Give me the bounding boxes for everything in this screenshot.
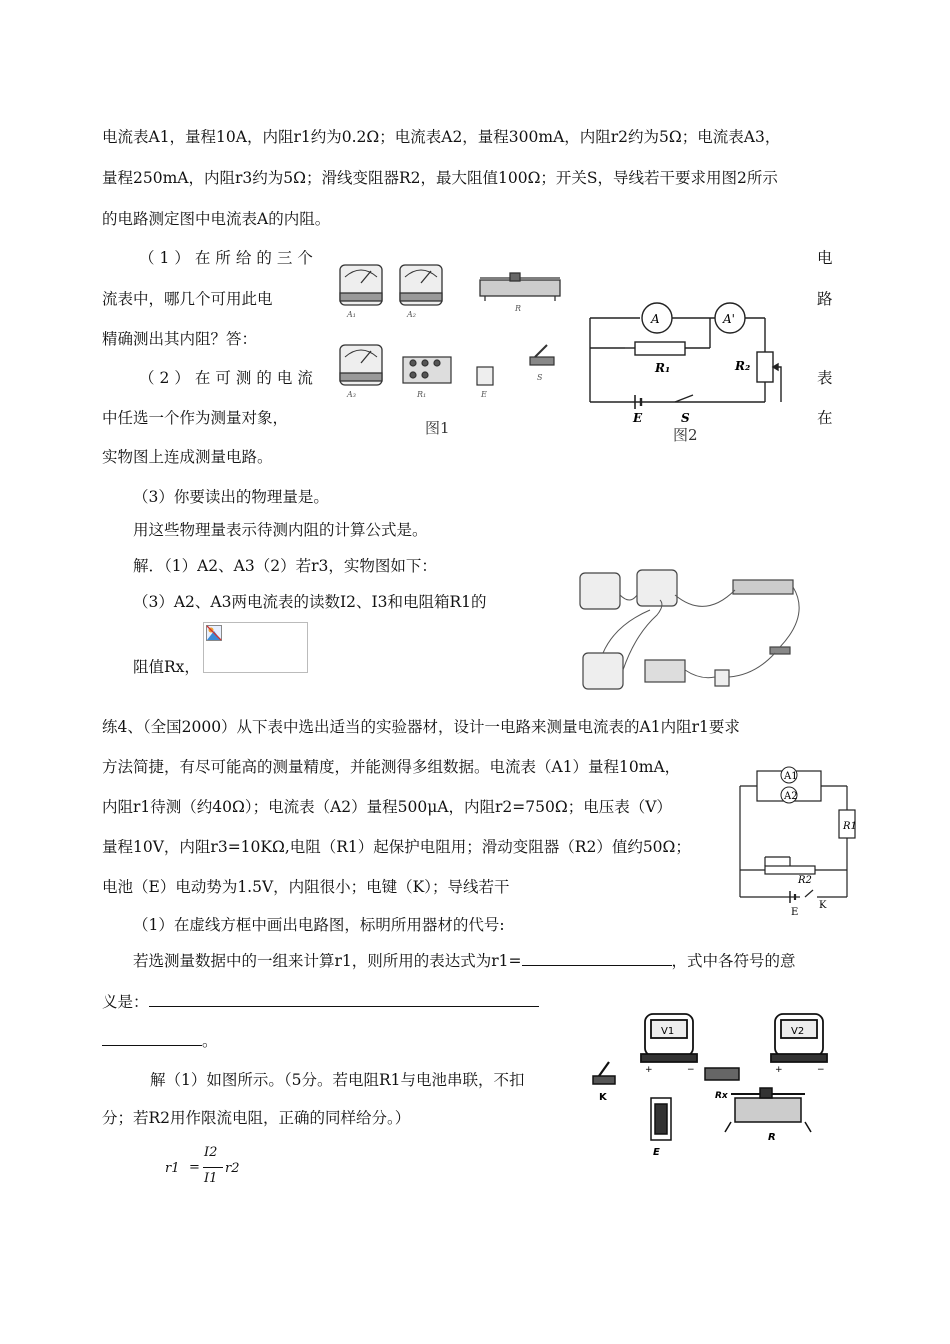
fig5-label: K	[599, 1092, 607, 1103]
fig5-label: R	[768, 1132, 776, 1143]
fig4-label: A2	[784, 791, 798, 802]
ammeter-icon	[340, 345, 382, 385]
fig1-caption: 图1	[425, 419, 450, 437]
fig1-label: R	[515, 304, 522, 313]
text-line: 在	[817, 409, 833, 427]
ammeter-icon	[400, 265, 442, 305]
fig4-label: R1	[843, 821, 857, 832]
fig1-label: A₃	[347, 390, 356, 399]
minus-sign: −	[687, 1065, 695, 1075]
battery-icon	[651, 1098, 671, 1140]
answer-blank[interactable]	[149, 992, 539, 1007]
text-line: 方法简捷，有尽可能高的测量精度，并能测得多组数据。电流表（A1）量程10mA，	[102, 758, 681, 776]
text-line: 电	[817, 249, 833, 267]
fig1-label: A₂	[407, 310, 416, 319]
text-line: 解（1）如图所示。（5分。若电阻R1与电池串联，不扣	[150, 1071, 525, 1089]
text-line: 电流表A1，量程10A，内阻r1约为0.2Ω；电流表A2，量程300mA，内阻r2约为5Ω；电流表A3，	[102, 128, 781, 146]
voltmeter-icon	[641, 1014, 697, 1062]
fig2-label: S	[681, 411, 690, 425]
text-line: 内阻r1待测（约40Ω）；电流表（A2）量程500μA，内阻r2=750Ω；电压表（V）	[102, 798, 672, 816]
fig1-label: S	[537, 373, 543, 382]
formula-denominator: I1	[204, 1171, 218, 1186]
rheostat-icon	[725, 1088, 811, 1132]
text-line	[102, 1031, 218, 1051]
minus-sign: −	[817, 1065, 825, 1075]
switch-icon	[593, 1062, 615, 1084]
equals-sign: =	[189, 1160, 200, 1175]
fig5-label: E	[653, 1147, 660, 1158]
text-span: 若选测量数据中的一组来计算r1，则所用的表达式为r1=	[133, 952, 522, 970]
fig4-label: K	[819, 900, 827, 911]
text-line: （1）在虚线方框中画出电路图，标明所用器材的代号:	[133, 916, 505, 934]
fig2-label: R₂	[735, 359, 751, 373]
fig2-label: R₁	[655, 361, 671, 375]
figure-2-circuit	[585, 300, 805, 445]
fig2-label: A	[651, 312, 660, 326]
fig1-label: A₁	[347, 310, 356, 319]
text-line: 电池（E）电动势为1.5V，内阻很小；电键（K）；导线若干	[102, 878, 510, 896]
text-line: 中任选一个作为测量对象，	[102, 409, 289, 427]
rheostat-icon	[480, 273, 560, 301]
text-line: 量程250mA，内阻r3约为5Ω；滑线变阻器R2，最大阻值100Ω；开关S，导线若干要求用图2所示	[102, 169, 778, 187]
formula-rhs: r2	[225, 1161, 240, 1176]
figure-4-circuit	[735, 765, 857, 918]
text-line: 量程10V，内阻r3=10KΩ,电阻（R1）起保护电阻用；滑动变阻器（R2）值约50Ω；	[102, 838, 691, 856]
resistor-icon	[705, 1068, 739, 1080]
text-line	[102, 992, 539, 1012]
fraction-bar	[203, 1167, 223, 1168]
text-span: ，式中各符号的意	[671, 952, 796, 970]
text-line: 路	[817, 290, 833, 308]
text-line: 流表中，哪几个可用此电	[102, 290, 273, 308]
text-line	[133, 951, 796, 971]
fig2-label: E	[633, 411, 643, 425]
formula	[165, 1145, 255, 1195]
broken-image-icon	[206, 625, 222, 641]
resistance-box-icon	[403, 357, 451, 383]
text-line: 阻值Rx，	[133, 658, 200, 676]
text-span: 。	[202, 1032, 218, 1050]
text-line: 练4、（全国2000）从下表中选出适当的实验器材，设计一电路来测量电流表的A1内阻r1要求	[102, 718, 740, 736]
figure-1-apparatus	[325, 245, 575, 440]
figure-3-wired-apparatus	[575, 565, 810, 700]
ammeter-icon	[340, 265, 382, 305]
fig5-label: Rx	[715, 1091, 728, 1101]
fig1-label: E	[481, 390, 487, 399]
fig2-label: A'	[723, 312, 735, 326]
fig5-label: V1	[661, 1026, 675, 1037]
text-line: （2）在可测的电流	[139, 369, 318, 387]
text-line: 解．（1）A2、A3（2）若r3，实物图如下：	[133, 557, 437, 575]
answer-blank[interactable]	[102, 1031, 202, 1046]
fig4-label: R2	[798, 875, 812, 886]
text-line: 精确测出其内阻？答：	[102, 330, 258, 348]
fig5-label: V2	[791, 1026, 805, 1037]
battery-icon	[477, 367, 493, 385]
formula-numerator: I2	[204, 1145, 218, 1160]
text-line: （3）你要读出的物理量是。	[133, 488, 329, 506]
text-line: 用这些物理量表示待测内阻的计算公式是。	[133, 521, 428, 539]
broken-image-placeholder	[203, 622, 308, 673]
voltmeter-icon	[771, 1014, 827, 1062]
text-line: 表	[817, 369, 833, 387]
plus-sign: +	[645, 1065, 653, 1075]
text-line: （1）在所给的三个	[139, 249, 318, 267]
text-line: （3）A2、A3两电流表的读数I2、I3和电阻箱R1的	[133, 593, 487, 611]
text-line: 分；若R2用作限流电阻，正确的同样给分。）	[102, 1109, 411, 1127]
formula-lhs: r1	[165, 1161, 180, 1176]
text-line: 实物图上连成测量电路。	[102, 448, 273, 466]
figure-5-apparatus	[585, 1010, 845, 1160]
fig2-caption: 图2	[673, 426, 698, 444]
text-line: 的电路测定图中电流表A的内阻。	[102, 210, 331, 228]
answer-blank[interactable]	[522, 951, 672, 966]
fig4-label: E	[791, 907, 799, 918]
text-span: 义是：	[102, 993, 149, 1011]
plus-sign: +	[775, 1065, 783, 1075]
fig4-label: A1	[784, 771, 798, 782]
fig1-label: R₁	[417, 390, 427, 399]
switch-icon	[530, 345, 554, 365]
